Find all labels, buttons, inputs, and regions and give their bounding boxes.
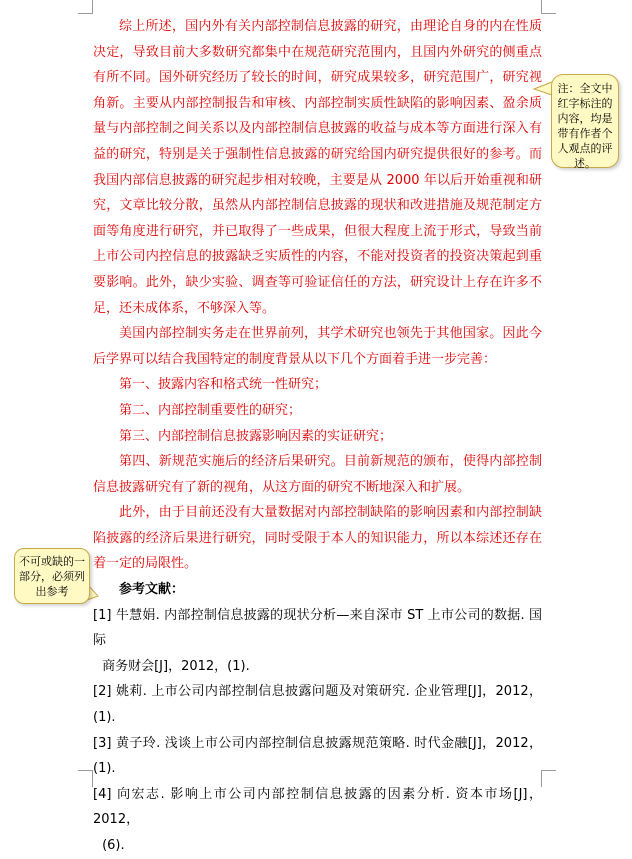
reference-text: 姚莉. 上市公司内部控制信息披露问题及对策研究. 企业管理[J]，2012，(1). (93, 684, 542, 726)
reference-number: [4] (93, 786, 112, 802)
crop-mark-bottom-right-h (542, 770, 556, 771)
reference-item (93, 731, 542, 782)
comment-callout-references-note[interactable]: 不可或缺的一部分，必须列出参考 (14, 548, 90, 604)
reference-number: [3] (93, 735, 112, 751)
summary-paragraph: 综上所述，国内外有关内部控制信息披露的研究，由理论自身的内在性质决定，导致目前大多数研究都集中在规范研究范围内，且国内外研究的侧重点有所不同。国外研究经历了较长的时间，研究成果较多，研究范围广，研究视角新。主要从内部控制报告和审核、内部控制实质性缺陷的影响因素、盈余质量与内部控制之间关系以及内部控制信息披露的收益与成本等方面进行深入有益的研究，特别是关于强制性信息披露的研究给国内研究提供很好的参考。而我国内部信息披露的研究起步相对较晚，主要是从 2000 年以后开始重视和研究，文章比较分散，虽然从内部控制信息披露的现状和改进措施及规范制定方面等角度进行研究，并已取得了一些成果，但很大程度上流于形式，导致当前上市公司内控信息的披露缺乏实质性的内容，不能对投资者的投资决策起到重要影响。此外，缺少实验、调查等可验证信任的方法，研究设计上存在许多不足，还未成体系，不够深入等。 (93, 19, 542, 316)
reference-text-cont: 商务财会[J]，2012，(1). (102, 658, 250, 674)
list-item: 第一、披露内容和格式统一性研究； (119, 377, 328, 393)
crop-mark-top-right-v (541, 0, 542, 14)
reference-number: [2] (93, 684, 112, 700)
crop-mark-top-left-h (78, 13, 92, 14)
reference-text: 向宏志. 影响上市公司内部控制信息披露的因素分析. 资本市场[J]，2012， (93, 786, 542, 828)
references-title: 参考文献： (119, 582, 185, 598)
list-item: 第二、内部控制重要性的研究； (119, 402, 302, 418)
reference-item (93, 603, 542, 680)
outlook-paragraph: 美国内部控制实务走在世界前列，其学术研究也领先于其他国家。因此今后学界可以结合我国特定的制度背景从以下几个方面着手进一步完善： (93, 326, 542, 367)
crop-mark-top-right-h (542, 13, 556, 14)
reference-number: [1] (93, 607, 112, 623)
reference-text-cont: (6). (102, 838, 125, 853)
list-item: 第三、内部控制信息披露影响因素的实证研究； (119, 428, 393, 444)
comment-callout-red-text-note[interactable]: 注：全文中红字标注的内容，均是带有作者个人观点的评述。 (551, 74, 619, 168)
reference-text: 牛慧娟. 内部控制信息披露的现状分析—来自深市 ST 上市公司的数据. 国际 (93, 607, 542, 649)
crop-mark-bottom-left-h (78, 770, 92, 771)
reference-item (93, 679, 542, 730)
reference-item (93, 782, 542, 859)
document-body (93, 14, 542, 859)
crop-mark-top-left-v (92, 0, 93, 14)
limitation-paragraph: 此外，由于目前还没有大量数据对内部控制缺陷的影响因素和内部控制缺陷披露的经济后果进行研究，同时受限于本人的知识能力，所以本综述还存在着一定的局限性。 (93, 505, 542, 572)
list-item: 第四、新规范实施后的经济后果研究。目前新规范的颁布，使得内部控制信息披露研究有了新的视角，从这方面的研究不断地深入和扩展。 (93, 454, 542, 495)
reference-text: 黄子玲. 浅谈上市公司内部控制信息披露规范策略. 时代金融[J]，2012，(1). (93, 735, 542, 777)
